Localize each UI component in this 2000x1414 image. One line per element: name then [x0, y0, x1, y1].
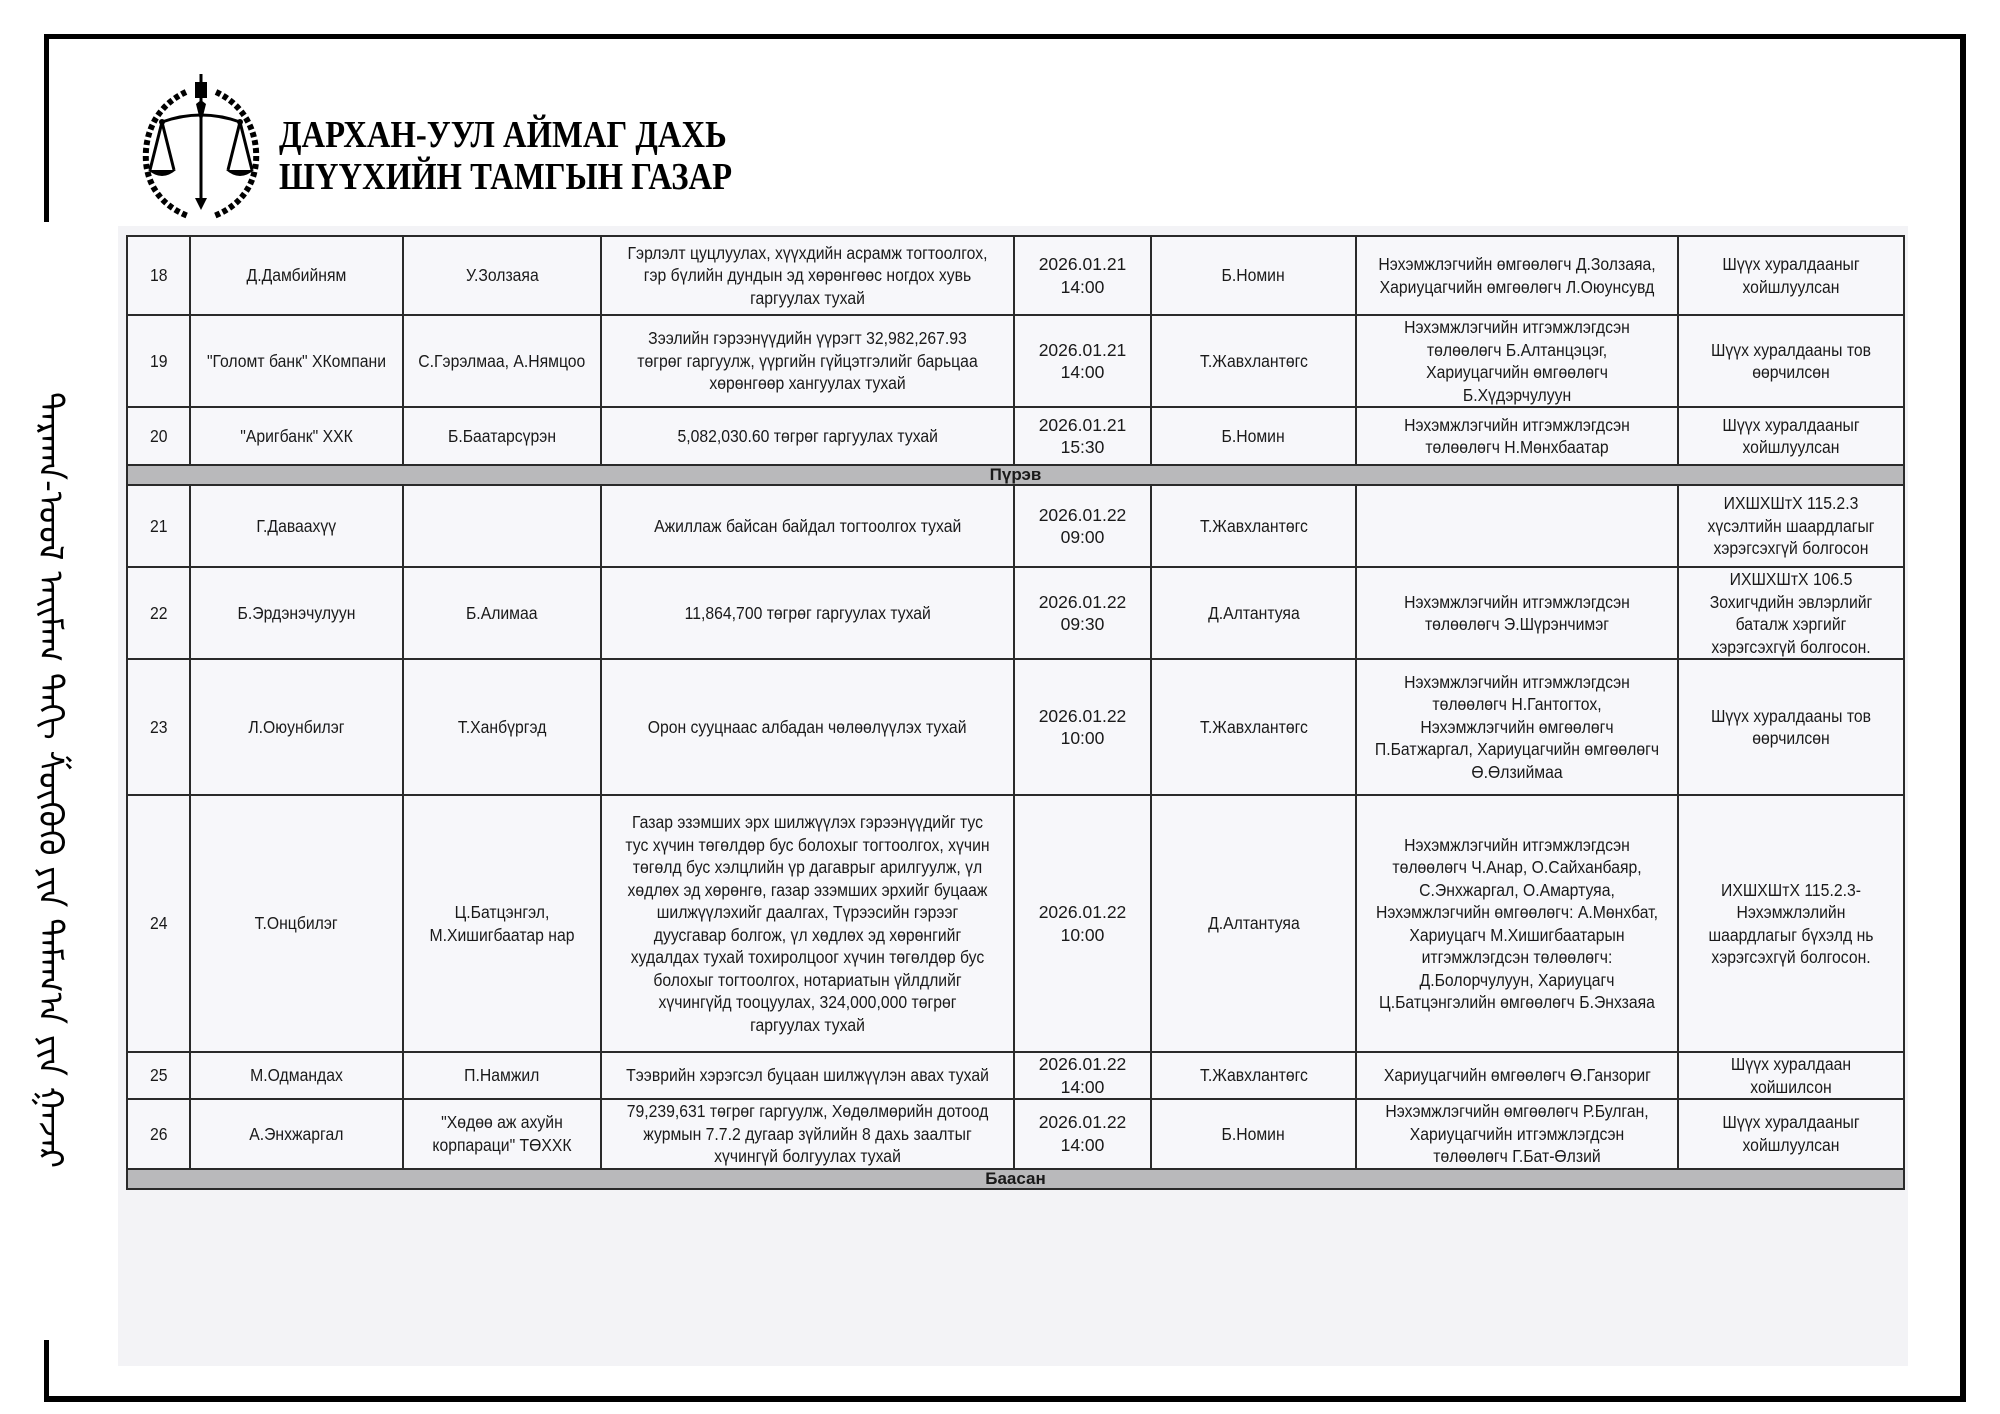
plaintiff-text: Г.Даваахүү — [256, 515, 337, 536]
judge-cell — [1151, 315, 1356, 407]
hearing-time: 14:00 — [1060, 1076, 1105, 1097]
court-emblem-logo — [138, 74, 264, 224]
table-row — [127, 315, 1904, 407]
plaintiff-cell — [190, 315, 403, 407]
hearing-date: 2026.01.21 — [1038, 254, 1127, 274]
claim-cell — [601, 485, 1014, 567]
case-number-text: 20 — [149, 425, 168, 446]
result-cell — [1678, 407, 1904, 465]
result-cell — [1678, 1099, 1904, 1169]
case-number-cell — [127, 795, 190, 1052]
judge-cell — [1151, 407, 1356, 465]
judge-cell — [1151, 567, 1356, 659]
claim-cell — [601, 315, 1014, 407]
hearing-date: 2026.01.21 — [1038, 414, 1127, 435]
participants-text: Нэхэмжлэгчийн итгэмжлэгдсэн төлөөлөгч Н.Гантогтох, Нэхэмжлэгчийн өмгөөлөгч П.Батжаргал, Хариуцагчийн өмгөөлөгч Ө.Өлзиймаа — [1374, 671, 1660, 782]
hearing-date: 2026.01.22 — [1038, 705, 1127, 726]
case-number-text: 25 — [149, 1065, 168, 1086]
plaintiff-cell — [190, 795, 403, 1052]
defendant-text: П.Намжил — [464, 1065, 540, 1086]
participants-cell — [1356, 236, 1678, 315]
hearing-datetime-cell — [1014, 236, 1151, 315]
defendant-text: С.Гэрэлмаа, А.Нямцоо — [418, 350, 586, 371]
participants-text: Хариуцагчийн өмгөөлөгч Ө.Ганзориг — [1383, 1065, 1651, 1086]
plaintiff-cell — [190, 567, 403, 659]
participants-cell — [1356, 407, 1678, 465]
participants-cell — [1356, 485, 1678, 567]
plaintiff-cell — [190, 1099, 403, 1169]
plaintiff-text: "Аригбанк" ХХК — [240, 425, 353, 446]
claim-text: 11,864,700 төгрөг гаргуулах тухай — [684, 602, 931, 623]
hearing-date: 2026.01.22 — [1038, 1112, 1127, 1133]
hearing-date: 2026.01.21 — [1038, 339, 1127, 360]
judge-text: Т.Жавхлантөгс — [1199, 716, 1308, 737]
judge-cell — [1151, 795, 1356, 1052]
result-text: Шүүх хуралдаан хойшилсон — [1730, 1054, 1852, 1097]
defendant-cell — [403, 236, 601, 315]
hearing-datetime-cell — [1014, 1099, 1151, 1169]
hearing-time: 09:30 — [1060, 614, 1105, 634]
judge-text: Д.Алтантуяа — [1207, 602, 1300, 623]
claim-text: Орон сууцнаас албадан чөлөөлүүлэх тухай — [648, 716, 967, 737]
table-row — [127, 795, 1904, 1052]
defendant-cell — [403, 659, 601, 795]
participants-text: Нэхэмжлэгчийн итгэмжлэгдсэн төлөөлөгч Ч.Анар, О.Сайханбаяр, С.Энхжаргал, О.Амартуяа, Нэхэмжлэгчийн өмгөөлөгч: А.Мөнхбат, Хариуцагч М.Хишигбаатарын итгэмжлэгдсэн төлөөлөгч: Д.Болорчулуун, Хариуцагч Ц.Батцэнгэлийн өмгөөлөгч Б.Энхзаяа — [1376, 834, 1658, 1012]
judge-cell — [1151, 485, 1356, 567]
participants-cell — [1356, 315, 1678, 407]
case-number-cell — [127, 1099, 190, 1169]
participants-text: Нэхэмжлэгчийн итгэмжлэгдсэн төлөөлөгч Э.Шүрэнчимэг — [1404, 591, 1630, 634]
day-separator-row — [127, 465, 1904, 485]
plaintiff-text: "Голомт банк" ХКомпани — [206, 350, 387, 371]
defendant-cell — [403, 1052, 601, 1099]
mongolian-script-sidebar — [30, 220, 70, 1340]
claim-text: Зээлийн гэрээнүүдийн үүрэгт 32,982,267.93 төгрөг гаргуулж, үүргийн гүйцэтгэлийг барьцаа хөрөнгөөр хангуулах тухай — [637, 328, 978, 394]
result-text: Шүүх хуралдааныг хойшлуулсан — [1722, 414, 1860, 457]
plaintiff-text: Б.Эрдэнэчулуун — [237, 602, 356, 623]
judge-text: Б.Номин — [1221, 425, 1286, 446]
table-row — [127, 567, 1904, 659]
judge-cell — [1151, 1052, 1356, 1099]
participants-cell — [1356, 1099, 1678, 1169]
table-row — [127, 485, 1904, 567]
participants-text: Нэхэмжлэгчийн итгэмжлэгдсэн төлөөлөгч Б.Алтанцэцэг, Хариуцагчийн өмгөөлөгч Б.Хүдэрчулуун — [1404, 317, 1630, 405]
page-title — [279, 114, 732, 198]
hearing-datetime-cell — [1014, 315, 1151, 407]
result-cell — [1678, 236, 1904, 315]
defendant-text: Б.Баатарсүрэн — [447, 425, 557, 446]
result-cell — [1678, 795, 1904, 1052]
plaintiff-cell — [190, 236, 403, 315]
case-number-cell — [127, 567, 190, 659]
result-cell — [1678, 1052, 1904, 1099]
title-line-1: ДАРХАН-УУЛ АЙМАГ ДАХЬ — [279, 114, 727, 156]
result-cell — [1678, 485, 1904, 567]
judge-text: Т.Жавхлантөгс — [1199, 350, 1308, 371]
judge-text: Б.Номин — [1221, 1123, 1286, 1144]
result-text: ИХШХШтХ 115.2.3 хүсэлтийн шаардлагыг хэрэгсэхгүй болгосон — [1707, 493, 1875, 559]
plaintiff-cell — [190, 659, 403, 795]
claim-text: 79,239,631 төгрөг гаргуулж, Хөдөлмөрийн дотоод журмын 7.7.2 дугаар зүйлийн 8 дахь заалтыг хүчингүй болгуулах тухай — [626, 1101, 989, 1166]
hearing-time: 09:00 — [1060, 527, 1105, 547]
case-number-cell — [127, 659, 190, 795]
table-row — [127, 1052, 1904, 1099]
case-number-cell — [127, 236, 190, 315]
table-row — [127, 659, 1904, 795]
claim-text: Гэрлэлт цуцлуулах, хүүхдийн асрамж тогтоолгох, гэр бүлийн дундын эд хөрөнгөөс ногдох хувь гаргуулах тухай — [627, 242, 988, 308]
case-number-text: 19 — [149, 350, 168, 371]
claim-text: Тээврийн хэрэгсэл буцаан шилжүүлэн авах тухай — [626, 1065, 989, 1086]
result-cell — [1678, 567, 1904, 659]
plaintiff-cell — [190, 1052, 403, 1099]
table-row — [127, 236, 1904, 315]
case-number-text: 21 — [149, 515, 168, 536]
defendant-cell — [403, 485, 601, 567]
judge-cell — [1151, 236, 1356, 315]
day-label: Пүрэв — [127, 465, 1904, 485]
hearing-time: 14:00 — [1060, 1134, 1105, 1155]
page-frame-right — [1960, 34, 1966, 1402]
participants-cell — [1356, 795, 1678, 1052]
defendant-text: "Хөдөө аж ахуйн корпараци" ТӨХХК — [432, 1112, 572, 1155]
case-number-text: 22 — [149, 602, 168, 623]
page-frame-left — [44, 34, 49, 222]
hearing-date: 2026.01.22 — [1038, 591, 1127, 612]
day-separator-row — [127, 1169, 1904, 1189]
result-text: ИХШХШтХ 115.2.3- Нэхэмжлэлийн шаардлагыг бүхэлд нь хэрэгсэхгүй болгосон. — [1708, 879, 1874, 967]
defendant-cell — [403, 795, 601, 1052]
hearing-datetime-cell — [1014, 1052, 1151, 1099]
plaintiff-text: Т.Онцбилэг — [254, 913, 338, 934]
plaintiff-text: Д.Дамбийням — [246, 265, 347, 286]
defendant-cell — [403, 567, 601, 659]
hearing-datetime-cell — [1014, 407, 1151, 465]
judge-cell — [1151, 659, 1356, 795]
schedule-body — [127, 236, 1904, 1189]
hearing-datetime-cell — [1014, 659, 1151, 795]
defendant-text: Ц.Батцэнгэл, М.Хишигбаатар нар — [429, 902, 575, 945]
table-row — [127, 1099, 1904, 1169]
participants-text: Нэхэмжлэгчийн итгэмжлэгдсэн төлөөлөгч Н.Мөнхбаатар — [1404, 414, 1630, 457]
result-text: ИХШХШтХ 106.5 Зохигчдийн эвлэрлийг баталж хэргийг хэрэгсэхгүй болгосон. — [1709, 569, 1873, 657]
participants-text: Нэхэмжлэгчийн өмгөөлөгч Р.Булган, Хариуцагчийн итгэмжлэгдсэн төлөөлөгч Г.Бат-Өлзий — [1385, 1101, 1649, 1166]
defendant-cell — [403, 1099, 601, 1169]
hearing-time: 10:00 — [1060, 728, 1105, 748]
page-frame-left-lower — [44, 1340, 49, 1402]
defendant-text: У.Золзаяа — [465, 265, 539, 286]
judge-text: Т.Жавхлантөгс — [1199, 1065, 1308, 1086]
plaintiff-cell — [190, 485, 403, 567]
case-number-cell — [127, 485, 190, 567]
result-text: Шүүх хуралдааны тов өөрчилсөн — [1710, 705, 1871, 748]
case-number-cell — [127, 315, 190, 407]
claim-text: Ажиллаж байсан байдал тогтоолгох тухай — [653, 515, 962, 536]
result-cell — [1678, 315, 1904, 407]
result-text: Шүүх хуралдааныг хойшлуулсан — [1722, 254, 1860, 297]
defendant-cell — [403, 315, 601, 407]
judge-text: Т.Жавхлантөгс — [1199, 515, 1308, 536]
participants-cell — [1356, 567, 1678, 659]
plaintiff-text: М.Одмандах — [250, 1065, 343, 1086]
judge-cell — [1151, 1099, 1356, 1169]
hearing-time: 14:00 — [1060, 276, 1105, 297]
title-line-2: ШҮҮХИЙН ТАМГЫН ГАЗАР — [279, 156, 733, 198]
claim-cell — [601, 567, 1014, 659]
defendant-cell — [403, 407, 601, 465]
case-number-text: 26 — [149, 1123, 168, 1144]
hearing-time: 10:00 — [1060, 924, 1105, 945]
plaintiff-cell — [190, 407, 403, 465]
page-frame-top — [44, 34, 1966, 39]
hearing-datetime-cell — [1014, 485, 1151, 567]
hearing-datetime-cell — [1014, 567, 1151, 659]
judge-text: Д.Алтантуяа — [1207, 913, 1300, 934]
hearing-datetime-cell — [1014, 795, 1151, 1052]
result-text: Шүүх хуралдааныг хойшлуулсан — [1722, 1112, 1860, 1155]
table-row — [127, 407, 1904, 465]
result-text: Шүүх хуралдааны тов өөрчилсөн — [1710, 339, 1871, 382]
hearing-date: 2026.01.22 — [1038, 902, 1127, 922]
plaintiff-text: Л.Оюунбилэг — [248, 716, 345, 737]
participants-cell — [1356, 659, 1678, 795]
day-label: Баасан — [127, 1169, 1904, 1189]
judge-text: Б.Номин — [1221, 265, 1286, 286]
claim-cell — [601, 659, 1014, 795]
claim-cell — [601, 1099, 1014, 1169]
claim-cell — [601, 1052, 1014, 1099]
claim-text: Газар эзэмших эрх шилжүүлэх гэрээнүүдийг тус тус хүчин төгөлдөр бус болохыг тогтоолгох, хүчин төгөлд бус хэлцлийн үр дагаврыг арилгуулж, үл хөдлөх эд хөрөнгө, газар эзэмших эрхийг буцааж шилжүүлэхийг даалгах, Түрээсийн гэрээг дуусгавар болгож, үл хөдлөх эд хөрөнгийг худалдах тухай тохиролцоог хүчин төгөлдөр бус болохыг тогтоолгох, нотариатын үйлдлийг хүчингүйд тооцуулах, 324,000,000 төгрөг гаргуулах тухай — [625, 812, 990, 1035]
hearing-time: 15:30 — [1060, 437, 1105, 457]
result-cell — [1678, 659, 1904, 795]
court-emblem-scales-icon — [138, 74, 264, 224]
claim-cell — [601, 236, 1014, 315]
page-frame-bottom — [44, 1396, 1966, 1402]
plaintiff-text: А.Энхжаргал — [249, 1123, 344, 1144]
case-number-cell — [127, 407, 190, 465]
participants-cell — [1356, 1052, 1678, 1099]
defendant-text: Б.Алимаа — [466, 602, 538, 623]
claim-cell — [601, 795, 1014, 1052]
court-schedule-table — [126, 235, 1905, 1190]
case-number-text: 23 — [149, 716, 168, 737]
participants-text: Нэхэмжлэгчийн өмгөөлөгч Д.Золзаяа, Хариуцагчийн өмгөөлөгч Л.Оюунсувд — [1378, 254, 1656, 297]
claim-cell — [601, 407, 1014, 465]
hearing-date: 2026.01.22 — [1038, 504, 1127, 525]
case-number-text: 18 — [149, 265, 168, 286]
mongolian-script-text: ᠳᠠᠷᠬᠠᠨ-ᠤᠤᠯ ᠠᠢᠮᠠᠭ ᠳᠠᠬᠢ ᠱᠦᠭᠦᠬᠦ ᠶᠢᠨ ᠲᠠᠮᠠᠭ᠎ᠠ ᠶᠢᠨ ᠭᠠᠵᠠᠷ — [30, 392, 70, 1168]
case-number-text: 24 — [149, 913, 168, 934]
claim-text: 5,082,030.60 төгрөг гаргуулах тухай — [677, 425, 938, 446]
case-number-cell — [127, 1052, 190, 1099]
defendant-text: Т.Ханбүргэд — [457, 716, 547, 737]
hearing-date: 2026.01.22 — [1038, 1054, 1127, 1074]
hearing-time: 14:00 — [1060, 362, 1105, 382]
